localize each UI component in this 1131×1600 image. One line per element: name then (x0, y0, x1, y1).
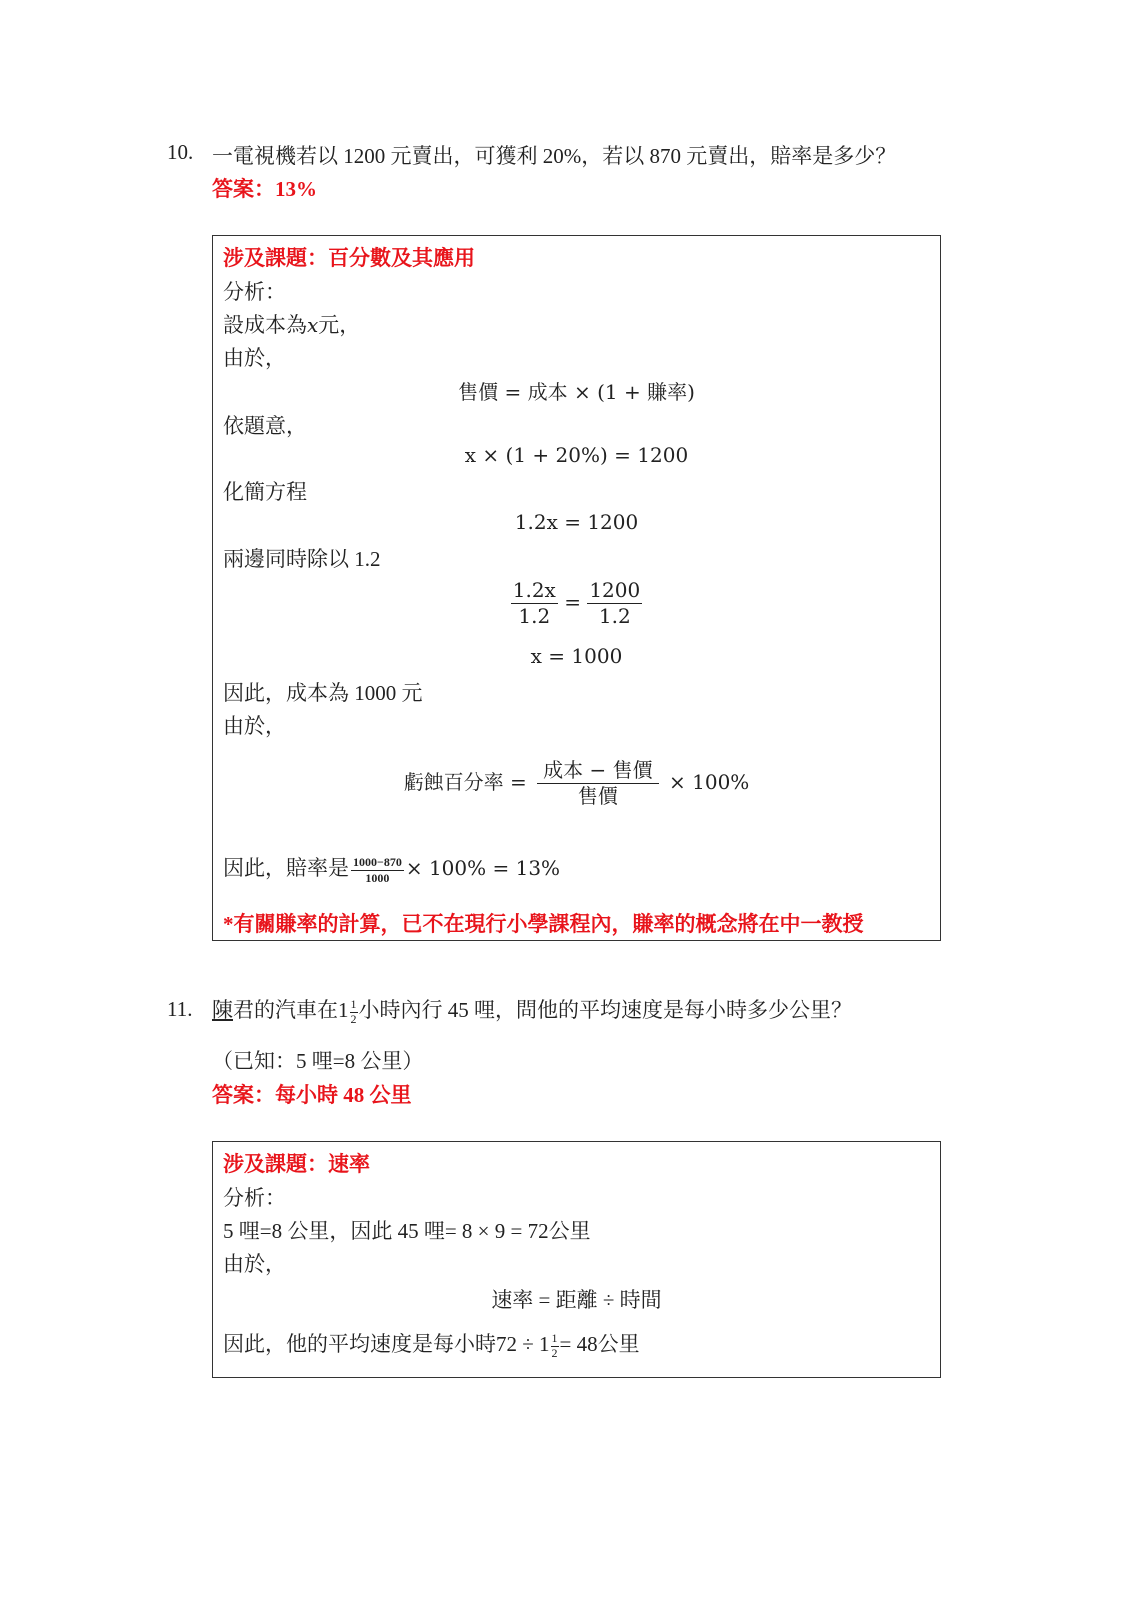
question-number: 10. (167, 140, 194, 164)
equation: x = 1000 (530, 644, 623, 668)
solution-line: 兩邊同時除以 1.2 (223, 547, 381, 571)
equation: 售價 = 成本 × (1 + 賺率) (458, 380, 695, 404)
solution-line: 化簡方程 (223, 480, 307, 504)
equation: 速率 = 距離 ÷ 時間 (491, 1288, 662, 1312)
solution-line: 因此，成本為 1000 元 (223, 681, 423, 705)
answer-text: 答案：每小時 48 公里 (212, 1083, 412, 1107)
solution-box (212, 1141, 941, 1378)
solution-line: 5 哩=8 公里，因此 45 哩= 8 × 9 = 72公里 (223, 1219, 591, 1243)
question-text: 陳君的汽車在1 $\frac{1}{2}$ 小時內行 45 哩，問他的平均速度是每小時多少公里？ (212, 996, 852, 1026)
equation: 1.2x = 1200 (514, 510, 639, 534)
curriculum-note: *有關賺率的計算，已不在現行小學課程內，賺率的概念將在中一教授 (223, 912, 864, 936)
equation: x × (1 + 20%) = 1200 (464, 443, 689, 467)
fraction-equation: $\frac{1.2x}{1.2}$ = $\frac{1200}{1.2}$ (512, 578, 641, 628)
solution-line: 因此，賠率是 $\frac{1000-870}{1000}$ × 100% = 13% (223, 854, 561, 885)
solution-line: 依題意， (223, 414, 307, 438)
topic-heading: 涉及課題：百分數及其應用 (223, 246, 475, 270)
analysis-label: 分析： (223, 280, 286, 304)
question-number: 11. (167, 997, 193, 1021)
analysis-label: 分析： (223, 1186, 286, 1210)
solution-line: 由於， (223, 346, 286, 370)
given-info: （已知：5 哩=8 公里） (212, 1049, 424, 1073)
solution-line: 由於， (223, 714, 286, 738)
solution-line: 設成本為x元， (223, 313, 361, 337)
solution-box (212, 235, 941, 941)
answer-text: 答案：13% (212, 177, 317, 201)
question-text: 一電視機若以 1200 元賣出，可獲利 20%，若以 870 元賣出，賠率是多少？ (212, 144, 897, 168)
fraction-equation: 虧蝕百分率 = $\frac{\text{成本 − 售價}}{\text{售價}}$ × 100% (403, 758, 750, 808)
solution-line: 因此，他的平均速度是每小時72 ÷ 1 $\frac{1}{2}$ = 48公里 (223, 1330, 640, 1360)
solution-line: 由於， (223, 1252, 286, 1276)
topic-heading: 涉及課題：速率 (223, 1152, 370, 1176)
